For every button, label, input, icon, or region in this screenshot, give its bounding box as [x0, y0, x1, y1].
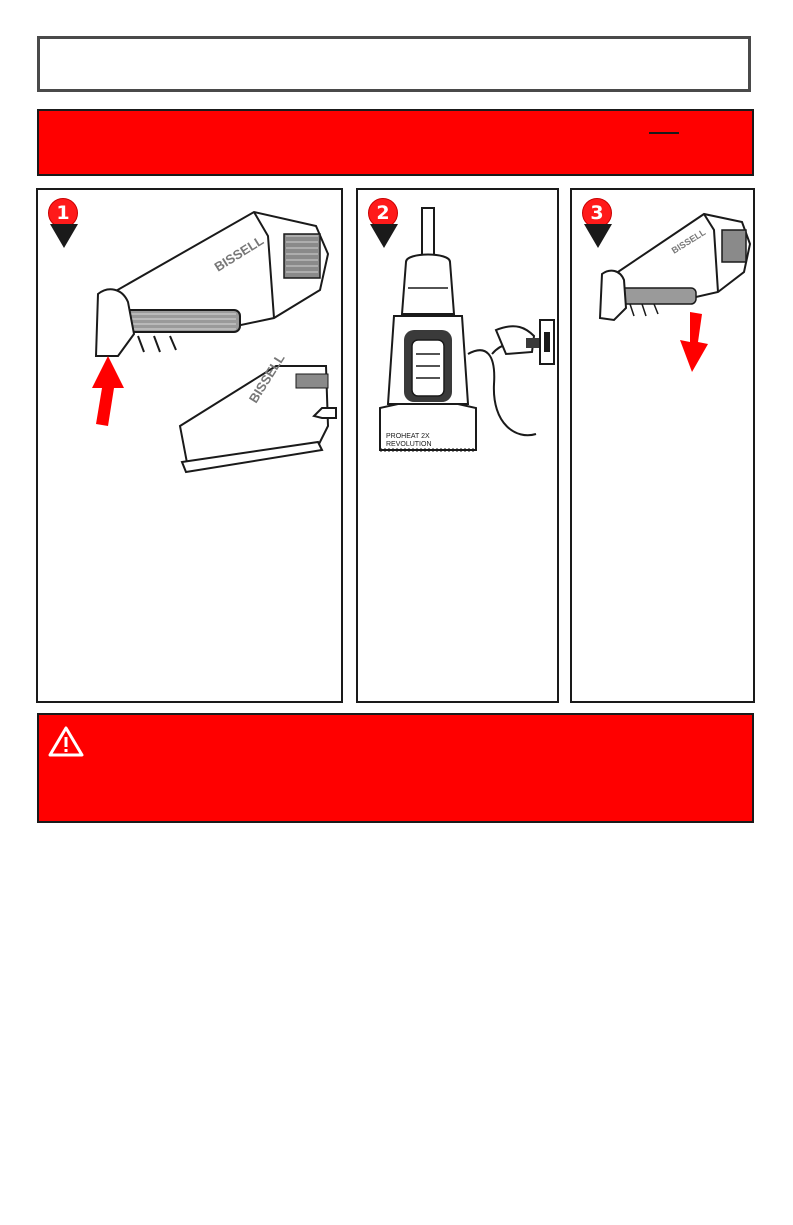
- step-1-panel: [36, 188, 343, 703]
- svg-text:BISSELL: BISSELL: [245, 351, 288, 406]
- step-number: 1: [48, 198, 78, 228]
- header-title-box: [37, 36, 751, 92]
- model-text-1: PROHEAT 2X: [386, 433, 430, 440]
- brand-text: BISSELL: [211, 232, 267, 275]
- step-1-badge: [48, 198, 80, 250]
- warning-triangle-icon: [48, 725, 84, 757]
- unplug-cleaner-illustration: [376, 204, 556, 462]
- nozzle-lift-illustration: [594, 204, 754, 374]
- banner-underline-mark: [649, 132, 679, 134]
- step-3-panel: [570, 188, 755, 703]
- warning-banner: [37, 713, 754, 823]
- step-2-panel: [356, 188, 559, 703]
- nozzle-removal-illustration: [78, 206, 340, 482]
- down-pointer-icon: [50, 224, 78, 250]
- model-text-2: REVOLUTION: [386, 441, 432, 448]
- svg-text:BISSELL: BISSELL: [669, 227, 708, 256]
- top-banner: [37, 109, 754, 176]
- step-number: 2: [368, 198, 398, 228]
- step-number: 3: [582, 198, 612, 228]
